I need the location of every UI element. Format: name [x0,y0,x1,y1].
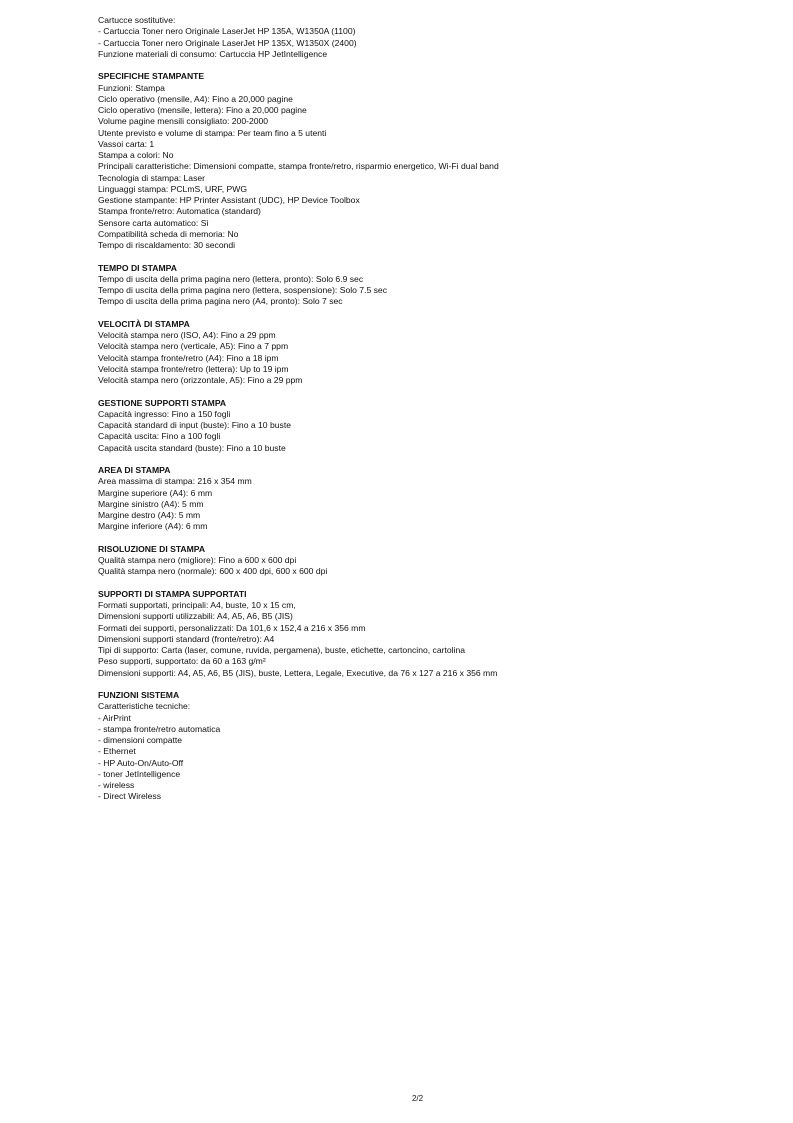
spec-line: - wireless [98,780,135,790]
spec-section [98,319,778,387]
spec-line: - toner JetIntelligence [98,768,181,779]
spec-line: Peso supporti, supportato: da 60 a 163 g/m² [98,656,266,667]
spec-line: Tempo di uscita della prima pagina nero (lettera, pronto): Solo 6.9 sec [98,273,364,284]
intro-line: Funzione materiali di consumo: Cartuccia HP JetIntelligence [98,48,328,59]
intro-line: - Cartuccia Toner nero Originale LaserJet HP 135A, W1350A (1100) [98,26,356,37]
spec-line: Dimensioni supporti: A4, A5, A6, B5 (JIS), buste, Lettera, Legale, Executive, da 76 x 127 a 216 x 356 mm [98,667,498,678]
spec-line: - HP Auto-On/Auto-Off [98,757,184,768]
spec-section [98,544,778,578]
spec-line: Qualità stampa nero (migliore): Fino a 600 x 600 dpi [98,555,297,565]
section-heading: TEMPO DI STAMPA [98,262,177,273]
spec-line: Principali caratteristiche: Dimensioni compatte, stampa fronte/retro, risparmio energetico, Wi-Fi dual band [98,161,499,172]
spec-section [98,465,778,533]
section-heading: AREA DI STAMPA [98,465,171,475]
spec-line: Ciclo operativo (mensile, lettera): Fino a 20,000 pagine [98,105,307,115]
spec-line: Tecnologia di stampa: Laser [98,172,206,183]
section-heading: RISOLUZIONE DI STAMPA [98,543,206,554]
spec-line: - stampa fronte/retro automatica [98,723,221,734]
spec-line: Stampa fronte/retro: Automatica (standard) [98,206,261,217]
spec-line: Capacità standard di input (buste): Fino a 10 buste [98,420,291,430]
spec-line: Sensore carta automatico: Sì [98,217,209,228]
spec-section [98,398,778,454]
spec-line: - AirPrint [98,712,131,723]
intro-line: - Cartuccia Toner nero Originale LaserJet HP 135X, W1350X (2400) [98,37,357,48]
page-footer [0,1094,793,1104]
spec-line: Utente previsto e volume di stampa: Per team fino a 5 utenti [98,127,327,138]
spec-line: Margine destro (A4): 5 mm [98,510,201,520]
intro-line: Cartucce sostitutive: [98,15,176,25]
section-heading: SUPPORTI DI STAMPA SUPPORTATI [98,588,247,599]
intro-block [98,15,778,60]
spec-line: Velocità stampa fronte/retro (lettera): Up to 19 ipm [98,363,289,374]
spec-line: Formati supportati, principali: A4, buste, 10 x 15 cm, [98,600,296,610]
spec-line: Tempo di uscita della prima pagina nero (lettera, sospensione): Solo 7.5 sec [98,285,388,295]
spec-line: Ciclo operativo (mensile, A4): Fino a 20,000 pagine [98,93,293,104]
spec-line: - Ethernet [98,746,136,757]
spec-document [98,15,778,803]
spec-line: Tempo di riscaldamento: 30 secondi [98,240,236,250]
spec-line: Formati dei supporti, personalizzati: Da 101,6 x 152,4 a 216 x 356 mm [98,622,366,633]
spec-line: Area massima di stampa: 216 x 354 mm [98,476,252,487]
spec-line: Margine sinistro (A4): 5 mm [98,498,204,509]
spec-line: Margine inferiore (A4): 6 mm [98,521,208,532]
spec-line: Stampa a colori: No [98,150,174,160]
section-heading: GESTIONE SUPPORTI STAMPA [98,397,227,408]
spec-line: Qualità stampa nero (normale): 600 x 400 dpi, 600 x 600 dpi [98,566,328,577]
spec-line: Funzioni: Stampa [98,82,165,93]
spec-line: Velocità stampa nero (orizzontale, A5): Fino a 29 ppm [98,375,303,385]
spec-line: - Direct Wireless [98,791,162,802]
spec-section [98,690,778,803]
spec-line: Tipi di supporto: Carta (laser, comune, ruvida, pergamena), buste, etichette, cartoncino, cartolina [98,645,466,655]
spec-line: Velocità stampa nero (verticale, A5): Fino a 7 ppm [98,341,289,352]
section-heading: FUNZIONI SISTEMA [98,690,180,700]
spec-line: Dimensioni supporti utilizzabili: A4, A5, A6, B5 (JIS) [98,611,293,622]
spec-line: Compatibilità scheda di memoria: No [98,228,239,239]
spec-line: - dimensioni compatte [98,735,183,745]
spec-line: Volume pagine mensili consigliato: 200-2000 [98,116,269,127]
spec-line: Capacità uscita standard (buste): Fino a 10 buste [98,442,286,453]
section-heading: VELOCITÀ DI STAMPA [98,318,190,329]
spec-line: Caratteristiche tecniche: [98,701,191,712]
spec-line: Capacità ingresso: Fino a 150 fogli [98,408,231,419]
spec-line: Margine superiore (A4): 6 mm [98,487,213,498]
spec-line: Velocità stampa fronte/retro (A4): Fino a 18 ipm [98,352,279,363]
spec-sections [98,71,778,802]
spec-line: Gestione stampante: HP Printer Assistant (UDC), HP Device Toolbox [98,195,360,205]
spec-section [98,71,778,251]
spec-section [98,589,778,679]
spec-line: Vassoi carta: 1 [98,138,155,149]
section-heading: SPECIFICHE STAMPANTE [98,71,205,82]
spec-line: Capacità uscita: Fino a 100 fogli [98,431,221,442]
spec-line: Dimensioni supporti standard (fronte/retro): A4 [98,633,275,644]
spec-line: Linguaggi stampa: PCLmS, URF, PWG [98,183,248,194]
page-number: 2/2 [411,1094,424,1103]
spec-line: Tempo di uscita della prima pagina nero (A4, pronto): Solo 7 sec [98,296,343,307]
spec-line: Velocità stampa nero (ISO, A4): Fino a 29 ppm [98,330,276,340]
spec-section [98,263,778,308]
